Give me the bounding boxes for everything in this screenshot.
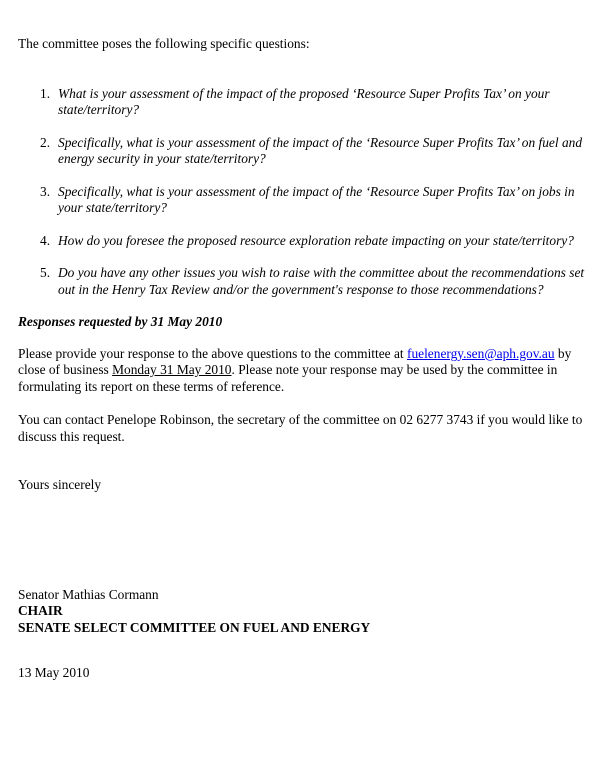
question-item-3 <box>40 184 590 217</box>
question-number: 5. <box>40 265 51 280</box>
question-item-4 <box>40 233 590 250</box>
question-text: Specifically, what is your assessment of the impact of the ‘Resource Super Profits Tax’ on fuel and energy security in your state/territory? <box>58 134 583 166</box>
letter-date: 13 May 2010 <box>18 665 90 680</box>
response-text-after: . Please note your response may be used by the committee in formulating its report on these terms of reference. <box>18 362 558 394</box>
question-number: 1. <box>40 85 51 101</box>
contact-paragraph: You can contact Penelope Robinson, the secretary of the committee on 02 6277 3743 if you would like to discuss this request. <box>18 412 583 444</box>
response-text-before-link: Please provide your response to the above questions to the committee at <box>18 345 407 361</box>
question-number: 4. <box>40 232 51 248</box>
question-item-2 <box>40 135 590 168</box>
signature-block <box>18 587 590 637</box>
question-number: 2. <box>40 134 51 150</box>
question-text: Do you have any other issues you wish to raise with the committee about the recommendations set out in the Henry Tax Review and/or the government's response to those recommendations? <box>58 265 585 297</box>
question-text: What is your assessment of the impact of the proposed ‘Resource Super Profits Tax’ on your state/territory? <box>58 85 550 117</box>
intro-line: The committee poses the following specific questions: <box>18 36 310 51</box>
response-instructions-paragraph <box>18 346 590 396</box>
signatory-committee: SENATE SELECT COMMITTEE ON FUEL AND ENERGY <box>18 619 371 635</box>
question-text: How do you foresee the proposed resource exploration rebate impacting on your state/territory? <box>58 232 574 248</box>
question-text: Specifically, what is your assessment of the impact of the ‘Resource Super Profits Tax’ on jobs in your state/territory? <box>58 183 575 215</box>
question-item-5 <box>40 265 590 298</box>
deadline-date-underlined: Monday 31 May 2010 <box>112 362 232 377</box>
question-item-1 <box>40 86 590 119</box>
signatory-title: CHAIR <box>18 603 63 618</box>
response-text-between: by close of business <box>18 345 572 377</box>
question-number: 3. <box>40 183 51 199</box>
deadline-heading: Responses requested by 31 May 2010 <box>18 314 223 329</box>
signatory-name: Senator Mathias Cormann <box>18 586 159 602</box>
closing-line: Yours sincerely <box>18 477 102 492</box>
questions-list <box>18 86 590 299</box>
email-link[interactable]: fuelenergy.sen@aph.gov.au <box>406 345 555 361</box>
